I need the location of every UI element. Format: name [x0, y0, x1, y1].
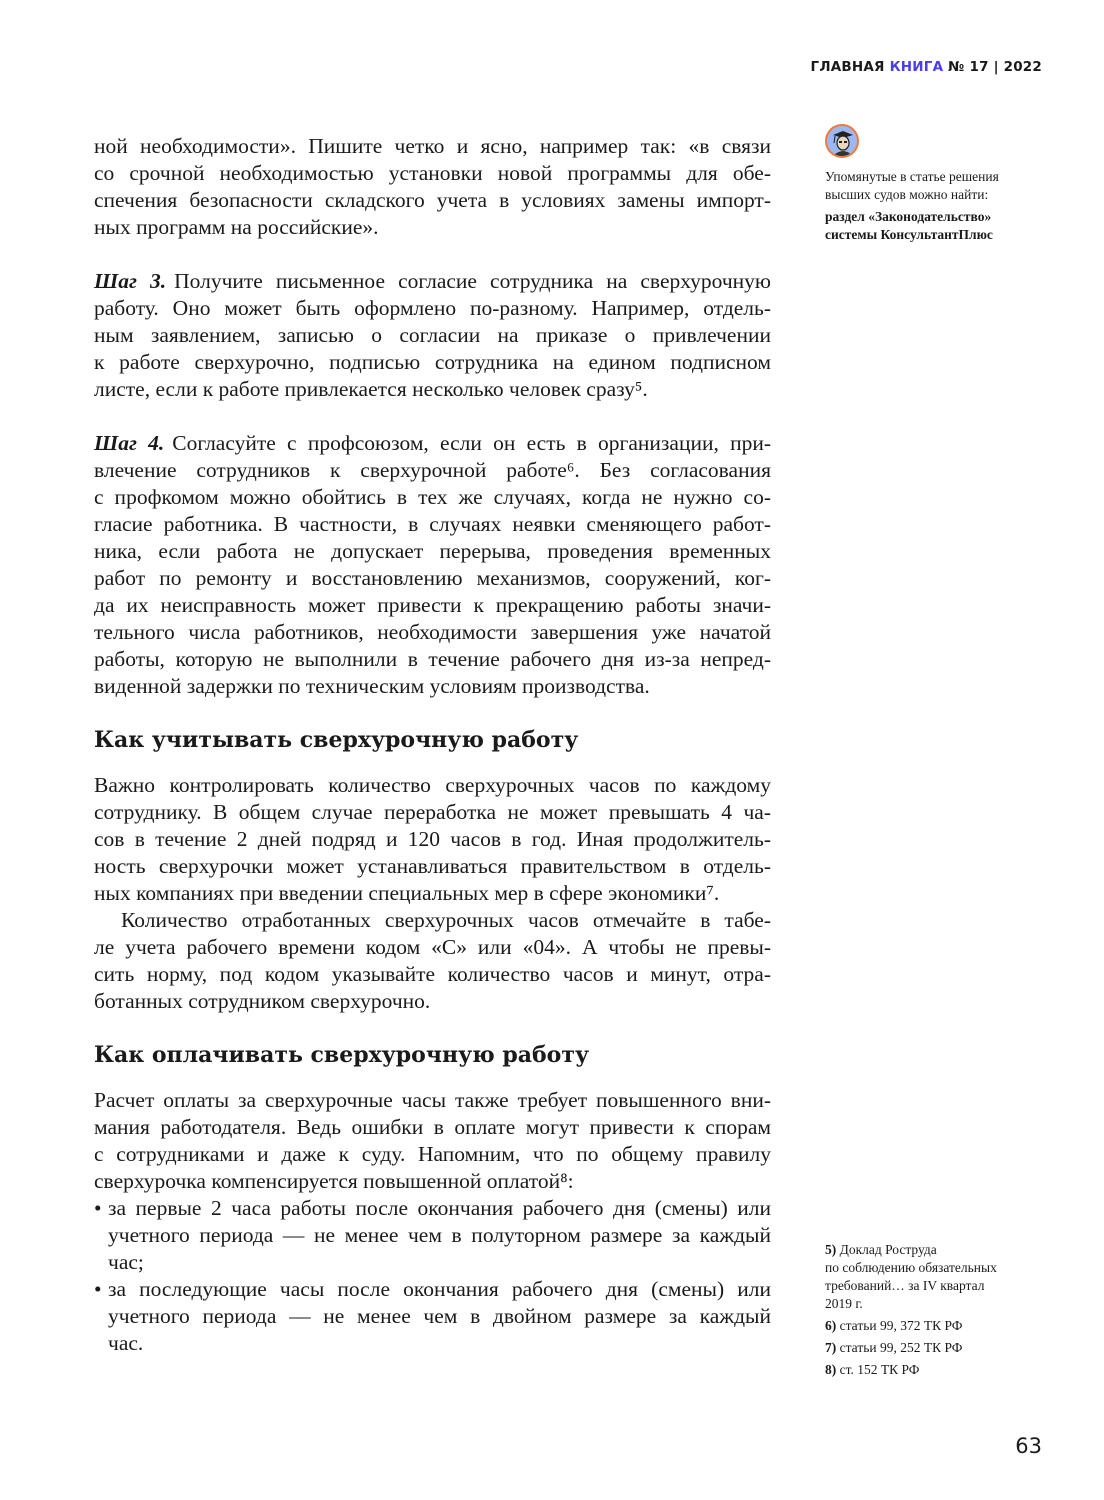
paragraph	[94, 268, 771, 403]
line-text: ность сверхурочки может устанавливаться правительством в отдель-	[94, 854, 771, 878]
line-text: час.	[108, 1331, 144, 1355]
line-text: ботанных сотрудником сверхурочно.	[94, 989, 431, 1013]
footnotes	[825, 1241, 1045, 1383]
sidebar-note	[825, 168, 1055, 244]
line-text: с профкомом можно обойтись в тех же случаях, когда не нужно со-	[94, 485, 771, 509]
text-line	[94, 961, 771, 988]
line-text: работы, которую не выполнили в течение рабочего дня из-за непред-	[94, 647, 771, 671]
text-line	[94, 349, 771, 376]
paragraph	[94, 430, 771, 700]
line-text: учетного периода — не менее чем в полуторном размере за каждый	[108, 1223, 771, 1247]
line-text: сверхурочка компенсируется повышенной оплатой⁸:	[94, 1169, 574, 1193]
text-line	[94, 673, 771, 700]
running-header	[811, 59, 1042, 75]
text-line	[94, 826, 771, 853]
footnote-number: 5)	[825, 1242, 837, 1257]
line-text: ника, если работа не допускает перерыва, проведения временных	[94, 539, 771, 563]
text-line	[94, 619, 771, 646]
sidebar-bold-line: раздел «Законодательство»	[825, 209, 992, 224]
text-line	[94, 511, 771, 538]
text-line	[94, 214, 771, 241]
bullet-item	[94, 1276, 771, 1357]
line-text: сить норму, под кодом указывайте количество часов и минут, отра-	[94, 962, 771, 986]
line-text: виденной задержки по техническим условиям производства.	[94, 674, 650, 698]
line-text: Количество отработанных сверхурочных часов отмечайте в табе-	[121, 908, 771, 932]
line-text: час;	[108, 1250, 144, 1274]
line-text: мания работодателя. Ведь ошибки в оплате могут привести к спорам	[94, 1115, 771, 1139]
text-line	[94, 538, 771, 565]
section-heading: Как оплачивать сверхурочную работу	[94, 1042, 590, 1068]
footnote-number: 7)	[825, 1340, 837, 1355]
line-text: влечение сотрудников к сверхурочной работе⁶. Без согласования	[94, 458, 771, 482]
bullet-marker: •	[94, 1277, 102, 1301]
line-text: ным заявлением, записью о согласии на приказе о привлечении	[94, 323, 771, 347]
footnote-text: ст. 152 ТК РФ	[839, 1362, 920, 1377]
text-line	[94, 880, 771, 907]
text-line	[94, 457, 771, 484]
text-line	[94, 934, 771, 961]
issue-number: № 17 | 2022	[948, 59, 1042, 75]
text-line	[108, 1195, 771, 1222]
page-number: 63	[1015, 1434, 1042, 1458]
paragraph	[94, 772, 771, 907]
text-line	[94, 160, 771, 187]
footnote-text: требований… за IV квартал	[825, 1278, 985, 1293]
footnote-number: 8)	[825, 1362, 837, 1377]
sidebar-note-line: Упомянутые в статье решения	[825, 169, 999, 184]
expert-avatar-icon	[825, 124, 859, 158]
line-text: со срочной необходимостью установки новой программы для обе-	[94, 161, 771, 185]
main-text-column	[94, 133, 771, 1357]
footnote	[825, 1361, 1045, 1379]
paragraph	[94, 907, 771, 1015]
line-text: работу. Оно может быть оформлено по-разному. Например, отдель-	[94, 296, 771, 320]
line-text: за последующие часы после окончания рабочего дня (смены) или	[108, 1277, 771, 1301]
text-line	[94, 772, 771, 799]
text-line	[94, 295, 771, 322]
text-line	[94, 907, 771, 934]
text-line	[94, 1087, 771, 1114]
text-line	[94, 646, 771, 673]
text-line	[94, 1141, 771, 1168]
line-text: за первые 2 часа работы после окончания рабочего дня (смены) или	[108, 1196, 771, 1220]
text-line	[94, 988, 771, 1015]
sidebar-note-line: высших судов можно найти:	[825, 187, 989, 202]
text-line	[94, 565, 771, 592]
text-line	[94, 853, 771, 880]
footnote-text: по соблюдению обязательных	[825, 1260, 997, 1275]
paragraph	[94, 133, 771, 241]
sidebar-bold-line: системы КонсультантПлюс	[825, 227, 993, 242]
line-text: с сотрудниками и даже к суду. Напомним, что по общему правилу	[94, 1142, 771, 1166]
line-text: спечения безопасности складского учета в условиях замены импорт-	[94, 188, 771, 212]
line-text: учетного периода — не менее чем в двойном размере за каждый	[108, 1304, 771, 1328]
text-line	[94, 268, 771, 295]
step-label: Шаг 4.	[94, 431, 165, 455]
line-text: Важно контролировать количество сверхурочных часов по каждому	[94, 773, 771, 797]
bullet-item	[94, 1195, 771, 1276]
line-text: Согласуйте с профсоюзом, если он есть в организации, при-	[172, 431, 771, 455]
section-heading: Как учитывать сверхурочную работу	[94, 727, 579, 753]
line-text: работ по ремонту и восстановлению механизмов, сооружений, ког-	[94, 566, 771, 590]
footnote-text: 2019 г.	[825, 1296, 863, 1311]
text-line	[94, 799, 771, 826]
footnote	[825, 1317, 1045, 1335]
footnote-text: статьи 99, 372 ТК РФ	[839, 1318, 963, 1333]
line-text: ле учета рабочего времени кодом «С» или «04». А чтобы не превы-	[94, 935, 771, 959]
text-line	[94, 1168, 771, 1195]
line-text: да их неисправность может привести к прекращению работы значи-	[94, 593, 771, 617]
text-line	[94, 322, 771, 349]
text-line	[94, 484, 771, 511]
footnote	[825, 1339, 1045, 1357]
line-text: Расчет оплаты за сверхурочные часы также требует повышенного вни-	[94, 1088, 771, 1112]
line-text: гласие работника. В частности, в случаях неявки сменяющего работ-	[94, 512, 771, 536]
bullet-marker: •	[94, 1196, 102, 1220]
line-text: Получите письменное согласие сотрудника на сверхурочную	[174, 269, 771, 293]
brand-name-accent: КНИГА	[889, 59, 944, 75]
footnote-text: статьи 99, 252 ТК РФ	[839, 1340, 963, 1355]
text-line	[94, 133, 771, 160]
line-text: к работе сверхурочно, подписью сотрудника на едином подписном	[94, 350, 771, 374]
text-line	[94, 1114, 771, 1141]
paragraph	[94, 1087, 771, 1195]
text-line	[108, 1303, 771, 1330]
line-text: ных программ на российские».	[94, 215, 379, 239]
text-line	[94, 430, 771, 457]
footnote-text: Доклад Роструда	[839, 1242, 937, 1257]
text-line	[94, 187, 771, 214]
footnote-number: 6)	[825, 1318, 837, 1333]
text-line	[108, 1222, 771, 1249]
brand-name: ГЛАВНАЯ	[810, 59, 885, 75]
step-label: Шаг 3.	[94, 269, 167, 293]
line-text: ной необходимости». Пишите четко и ясно, например так: «в связи	[94, 134, 771, 158]
line-text: тельного числа работников, необходимости завершения уже начатой	[94, 620, 771, 644]
text-line	[108, 1276, 771, 1303]
line-text: сотруднику. В общем случае переработка не может превышать 4 ча-	[94, 800, 771, 824]
line-text: сов в течение 2 дней подряд и 120 часов в год. Иная продолжитель-	[94, 827, 771, 851]
text-line	[94, 376, 771, 403]
text-line	[108, 1249, 771, 1276]
line-text: листе, если к работе привлекается несколько человек сразу⁵.	[94, 377, 648, 401]
footnote	[825, 1241, 1045, 1313]
text-line	[108, 1330, 771, 1357]
line-text: ных компаниях при введении специальных мер в сфере экономики⁷.	[94, 881, 720, 905]
text-line	[94, 592, 771, 619]
